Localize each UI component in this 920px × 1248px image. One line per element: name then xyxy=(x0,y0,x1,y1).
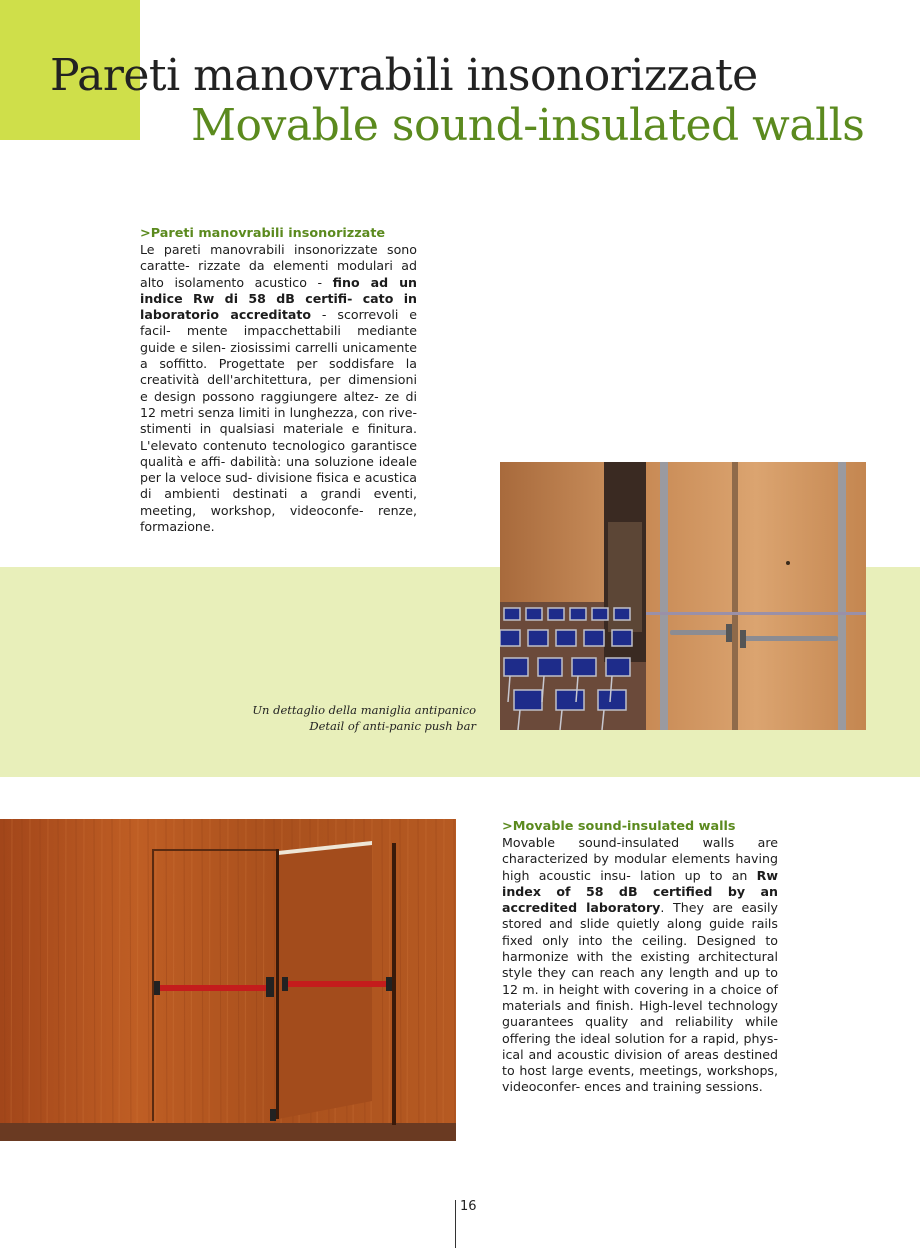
body-text-part-1: Movable sound-insulated walls are characterized by modular elements having high acoustic insu- lation up to an xyxy=(502,835,778,883)
body-text-highlight: Rw index of 58 dB certified by an accredited laboratory xyxy=(502,867,778,916)
section-italian xyxy=(140,226,417,535)
body-text-part-2: - scorrevoli e facil- mente impacchettabili mediante guide e silen- ziosissimi carrelli unicamente a soffitto. Progettate per soddisfare la creatività dell'architettura, per dimensioni e design possono raggiungere altez- ze di 12 metri senza limiti in lunghezza, con rive- stimenti in qualsiasi materiale e finitura. L'elevato contenuto tecnologico garantisce qualità e affi- dabilità: una soluzione ideale per la veloce sud- divisione fisica e acustica di ambienti destinati a grandi eventi, meeting, workshop, videoconfe- renze, formazione. xyxy=(140,307,417,535)
page-number: 16 xyxy=(460,1199,477,1214)
body-text-part-2: . They are easily stored and slide quietly along guide rails fixed only into the ceiling. Designed to harmonize with the existing architectural style they can reach any length and up to 12 m. in height with covering in a choice of materials and finish. High-level technology guarantees quality and reliability while offering the ideal solution for a rapid, phys- ical and acoustic division of areas destined to host large events, meetings, workshops, videoconfer- ences and training sessions. xyxy=(502,900,778,1095)
page-title-english: Movable sound-insulated walls xyxy=(191,100,865,151)
body-text-part-1: Le pareti manovrabili insonorizzate sono caratte- rizzate da elementi modulari ad alto isolamento acustico - xyxy=(140,242,417,290)
section-body-italian xyxy=(140,242,417,535)
section-english xyxy=(502,819,778,1096)
photo-wooden-wall-door xyxy=(0,819,456,1141)
section-body-english xyxy=(502,835,778,1096)
section-heading-english: >Movable sound-insulated walls xyxy=(502,819,736,834)
page-title-italian: Pareti manovrabili insonorizzate xyxy=(50,50,758,101)
photo-caption xyxy=(240,702,476,734)
caption-italian: Un dettaglio della maniglia antipanico xyxy=(252,703,476,717)
section-heading-italian: >Pareti manovrabili insonorizzate xyxy=(140,226,386,241)
photo-conference-room-door xyxy=(500,462,866,730)
body-text-highlight: fino ad un indice Rw di 58 dB certifi- cato in laboratorio accreditato xyxy=(140,274,417,323)
caption-english: Detail of anti-panic push bar xyxy=(309,719,476,733)
page-number-divider xyxy=(455,1200,456,1248)
